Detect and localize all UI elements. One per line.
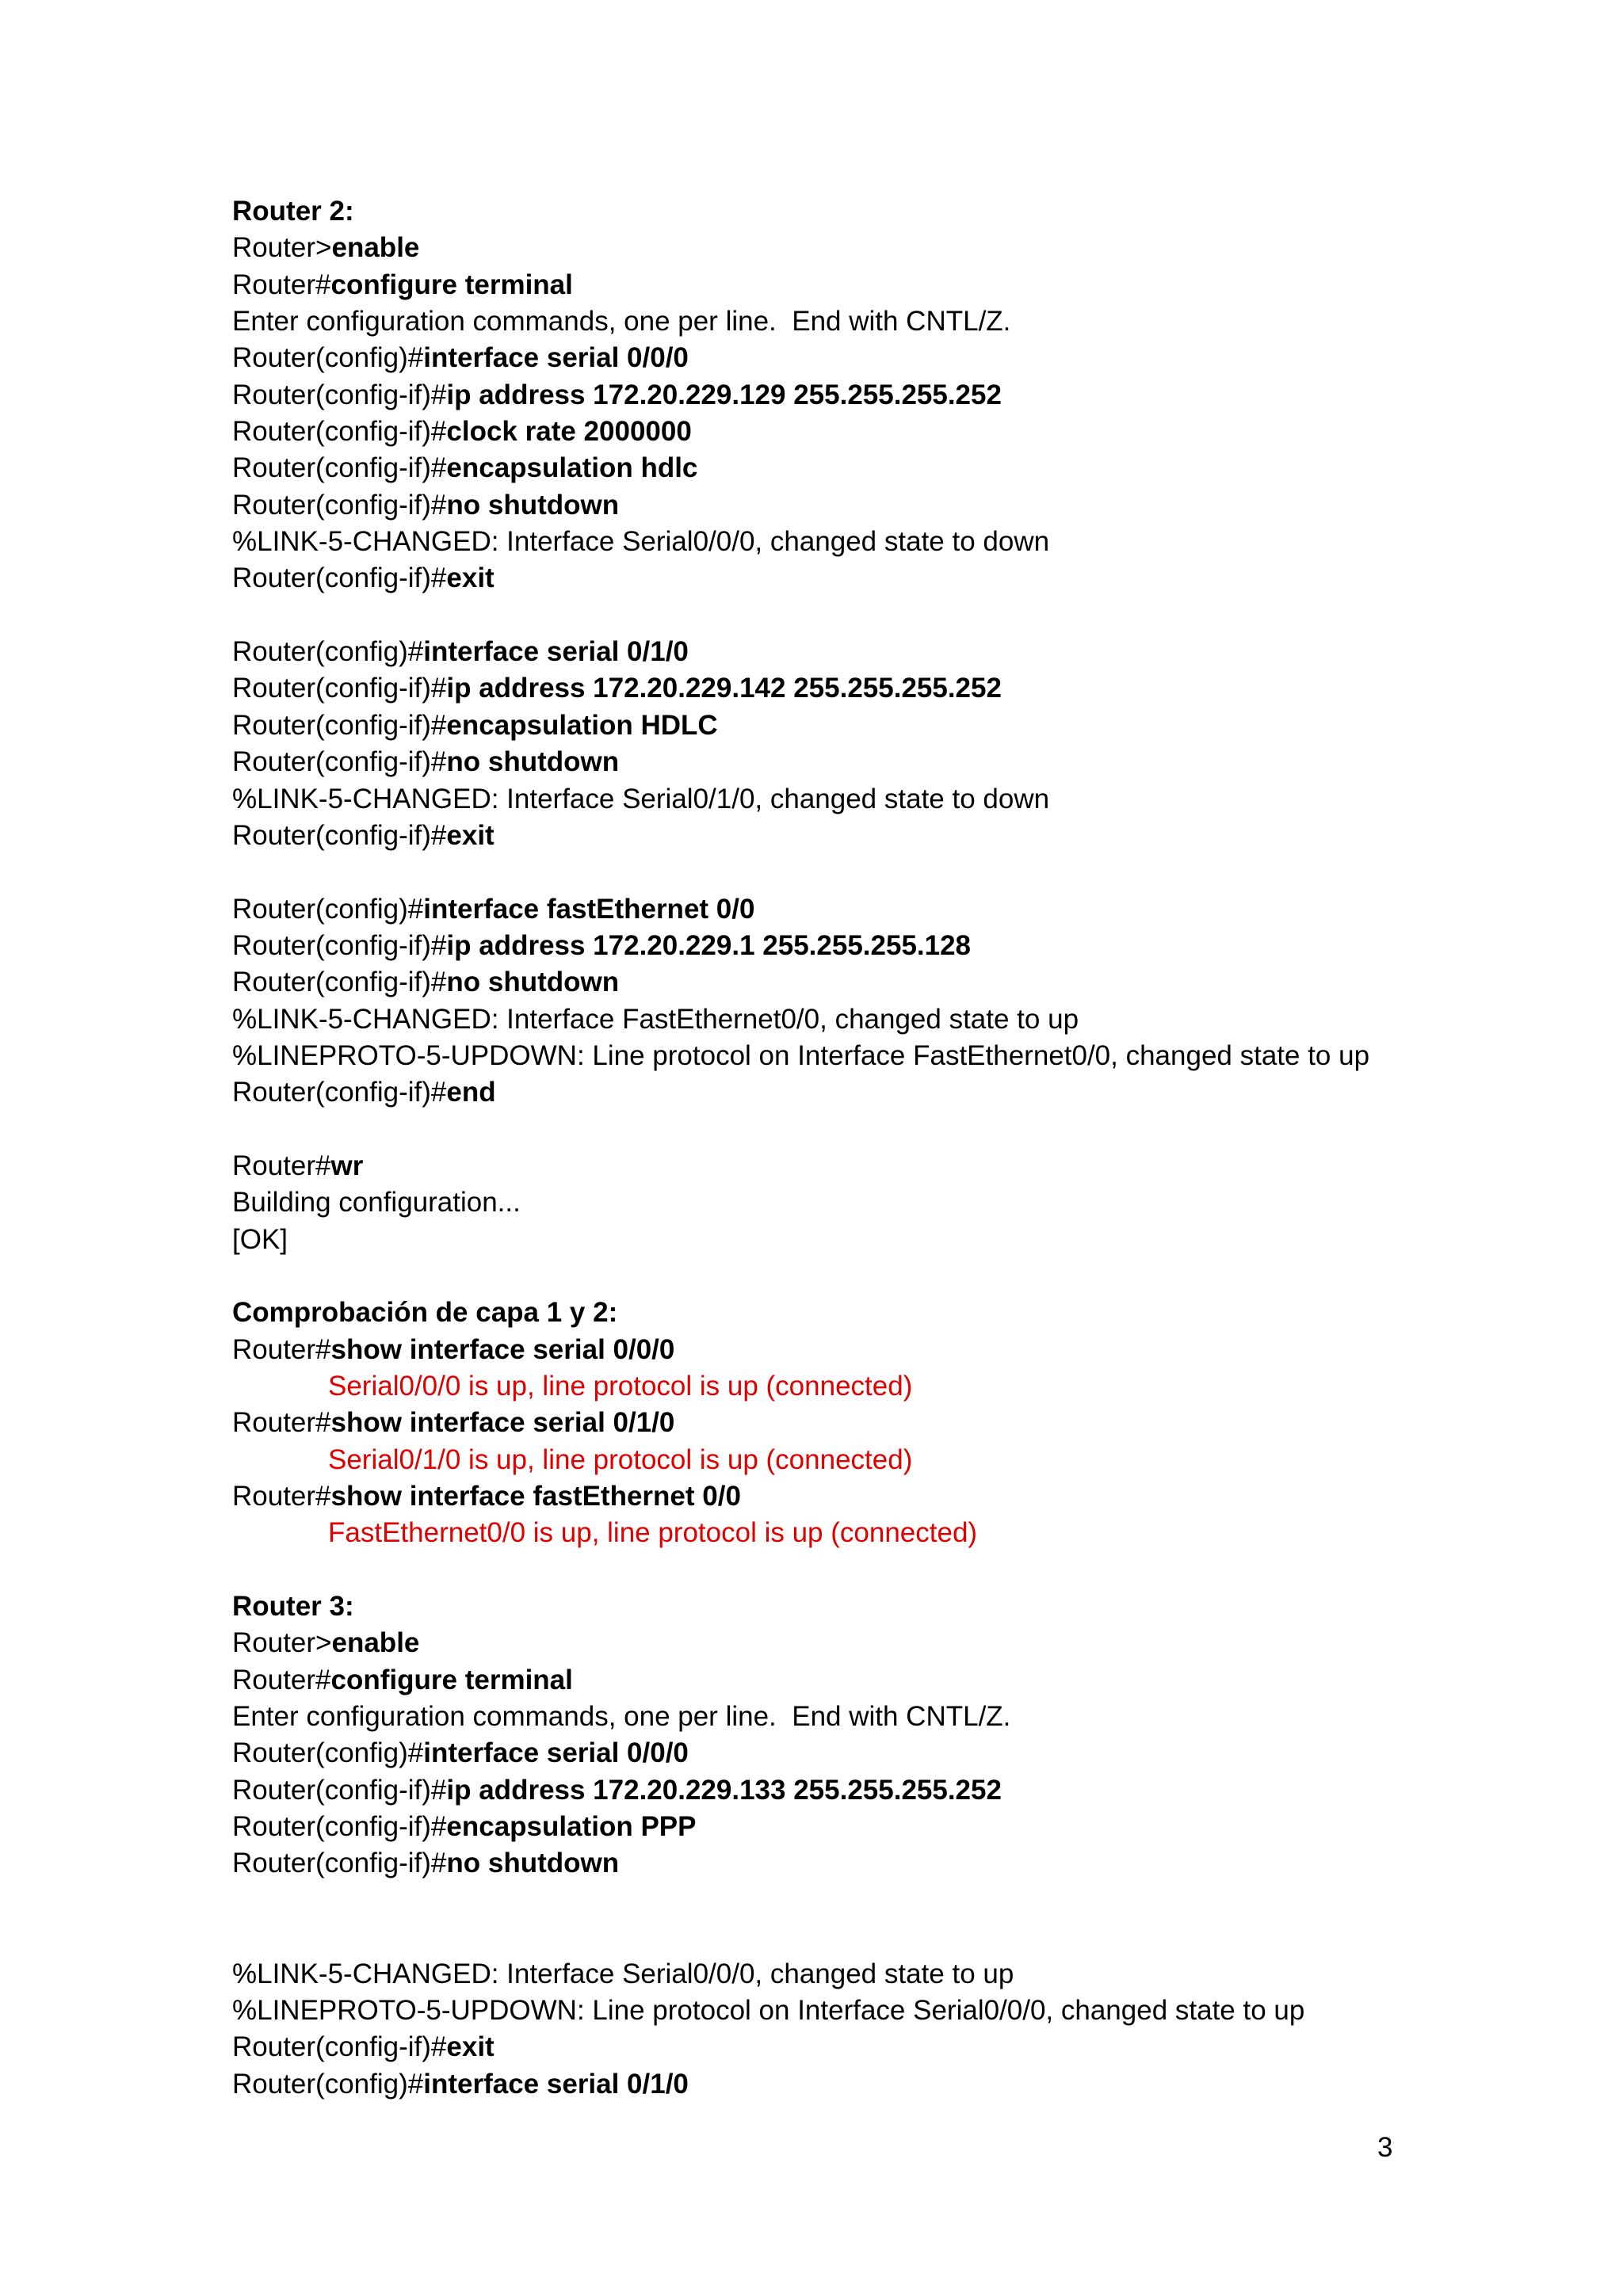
- command-line: [232, 1625, 1468, 1661]
- command: exit: [446, 819, 495, 851]
- prompt: Router(config-if)#: [232, 1848, 447, 1879]
- prompt: Router(config-if)#: [232, 416, 447, 448]
- output-line: %LINK-5-CHANGED: Interface Serial0/0/0, changed state to down: [232, 526, 1050, 558]
- command: encapsulation HDLC: [446, 709, 718, 741]
- prompt: Router(config-if)#: [232, 452, 447, 484]
- output-line: %LINK-5-CHANGED: Interface FastEthernet0/0, changed state to up: [232, 1003, 1079, 1035]
- command-line: [232, 1478, 1468, 1515]
- command-line: [232, 1809, 1468, 1845]
- command-line: [232, 2066, 1468, 2103]
- command-line: [232, 1772, 1468, 1809]
- output-line: %LINEPROTO-5-UPDOWN: Line protocol on Interface FastEthernet0/0, changed state to up: [232, 1039, 1370, 1071]
- prompt: Router(config)#: [232, 2068, 424, 2100]
- command: interface serial 0/0/0: [423, 1737, 689, 1769]
- command: encapsulation hdlc: [446, 452, 698, 484]
- spacer: [232, 1882, 1468, 1956]
- prompt: Router#: [232, 1481, 331, 1512]
- command: exit: [446, 563, 495, 594]
- prompt: Router>: [232, 232, 332, 264]
- page-number: 3: [1377, 2132, 1393, 2163]
- command: ip address 172.20.229.142 255.255.255.252: [446, 673, 1002, 704]
- command-line: [232, 670, 1468, 707]
- prompt: Router(config)#: [232, 893, 424, 925]
- command: interface serial 0/1/0: [423, 636, 689, 668]
- command: configure terminal: [330, 269, 573, 300]
- prompt: Router(config-if)#: [232, 1077, 447, 1108]
- prompt: Router(config-if)#: [232, 819, 447, 851]
- command-line: [232, 891, 1468, 928]
- prompt: Router(config)#: [232, 342, 424, 374]
- prompt: Router#: [232, 1407, 331, 1439]
- command: no shutdown: [446, 1848, 620, 1879]
- output-line: %LINK-5-CHANGED: Interface Serial0/0/0, changed state to up: [232, 1958, 1014, 1989]
- command: ip address 172.20.229.129 255.255.255.252: [446, 379, 1002, 410]
- command-line: [232, 1845, 1468, 1882]
- section-heading-router-2: Router 2:: [232, 196, 354, 227]
- spacer: [232, 1258, 1468, 1295]
- command-line: [232, 818, 1468, 854]
- command: ip address 172.20.229.1 255.255.255.128: [446, 929, 972, 961]
- command-line: [232, 1735, 1468, 1772]
- prompt: Router(config-if)#: [232, 489, 447, 521]
- command: clock rate 2000000: [446, 416, 692, 448]
- command-line: [232, 377, 1468, 414]
- command: exit: [446, 2031, 495, 2063]
- command: configure terminal: [330, 1664, 573, 1695]
- command-line: [232, 487, 1468, 524]
- spacer: [232, 1552, 1468, 1589]
- command-line: [232, 964, 1468, 1001]
- output-line: [OK]: [232, 1223, 288, 1255]
- output-line: Enter configuration commands, one per line. End with CNTL/Z.: [232, 306, 1011, 338]
- prompt: Router#: [232, 1333, 331, 1365]
- command: enable: [331, 1627, 420, 1659]
- command: interface fastEthernet 0/0: [423, 893, 755, 925]
- command: ip address 172.20.229.133 255.255.255.252: [446, 1774, 1002, 1806]
- command-line: [232, 2029, 1468, 2065]
- command-line: [232, 1148, 1468, 1184]
- command-line: [232, 267, 1468, 303]
- command-line: [232, 1332, 1468, 1368]
- command: encapsulation PPP: [446, 1811, 697, 1843]
- output-line: %LINEPROTO-5-UPDOWN: Line protocol on Interface Serial0/0/0, changed state to up: [232, 1994, 1305, 2026]
- document-page: [232, 193, 1468, 2103]
- command: no shutdown: [446, 967, 620, 998]
- status-line: FastEthernet0/0 is up, line protocol is up (connected): [328, 1517, 978, 1549]
- status-line: Serial0/0/0 is up, line protocol is up (connected): [328, 1371, 913, 1402]
- prompt: Router(config)#: [232, 1737, 424, 1769]
- status-line: Serial0/1/0 is up, line protocol is up (connected): [328, 1444, 913, 1475]
- prompt: Router(config-if)#: [232, 1774, 447, 1806]
- command-line: [232, 560, 1468, 597]
- prompt: Router(config)#: [232, 636, 424, 668]
- command: show interface serial 0/1/0: [330, 1407, 675, 1439]
- command: interface serial 0/0/0: [423, 342, 689, 374]
- command-line: [232, 1405, 1468, 1441]
- command: show interface fastEthernet 0/0: [330, 1481, 741, 1512]
- prompt: Router(config-if)#: [232, 709, 447, 741]
- spacer: [232, 1112, 1468, 1148]
- prompt: Router(config-if)#: [232, 929, 447, 961]
- command-line: [232, 1662, 1468, 1699]
- command-line: [232, 744, 1468, 780]
- command-line: [232, 707, 1468, 744]
- command: no shutdown: [446, 489, 620, 521]
- command: wr: [330, 1150, 364, 1181]
- prompt: Router(config-if)#: [232, 563, 447, 594]
- command-line: [232, 340, 1468, 376]
- command-line: [232, 414, 1468, 450]
- command-line: [232, 634, 1468, 670]
- command-line: [232, 230, 1468, 266]
- prompt: Router(config-if)#: [232, 1811, 447, 1843]
- command-line: [232, 1074, 1468, 1111]
- command: enable: [331, 232, 420, 264]
- spacer: [232, 854, 1468, 891]
- spacer: [232, 597, 1468, 634]
- section-heading-router-3: Router 3:: [232, 1591, 354, 1623]
- prompt: Router>: [232, 1627, 332, 1659]
- output-line: %LINK-5-CHANGED: Interface Serial0/1/0, changed state to down: [232, 783, 1050, 814]
- prompt: Router#: [232, 1150, 331, 1181]
- prompt: Router(config-if)#: [232, 967, 447, 998]
- prompt: Router(config-if)#: [232, 379, 447, 410]
- command: interface serial 0/1/0: [423, 2068, 689, 2100]
- command-line: [232, 928, 1468, 964]
- prompt: Router#: [232, 269, 331, 300]
- prompt: Router(config-if)#: [232, 673, 447, 704]
- command-line: [232, 450, 1468, 486]
- output-line: Building configuration...: [232, 1187, 521, 1219]
- section-heading-check: Comprobación de capa 1 y 2:: [232, 1297, 618, 1329]
- command: show interface serial 0/0/0: [330, 1333, 675, 1365]
- prompt: Router#: [232, 1664, 331, 1695]
- prompt: Router(config-if)#: [232, 746, 447, 778]
- command: no shutdown: [446, 746, 620, 778]
- prompt: Router(config-if)#: [232, 2031, 447, 2063]
- output-line: Enter configuration commands, one per line. End with CNTL/Z.: [232, 1701, 1011, 1733]
- command: end: [446, 1077, 496, 1108]
